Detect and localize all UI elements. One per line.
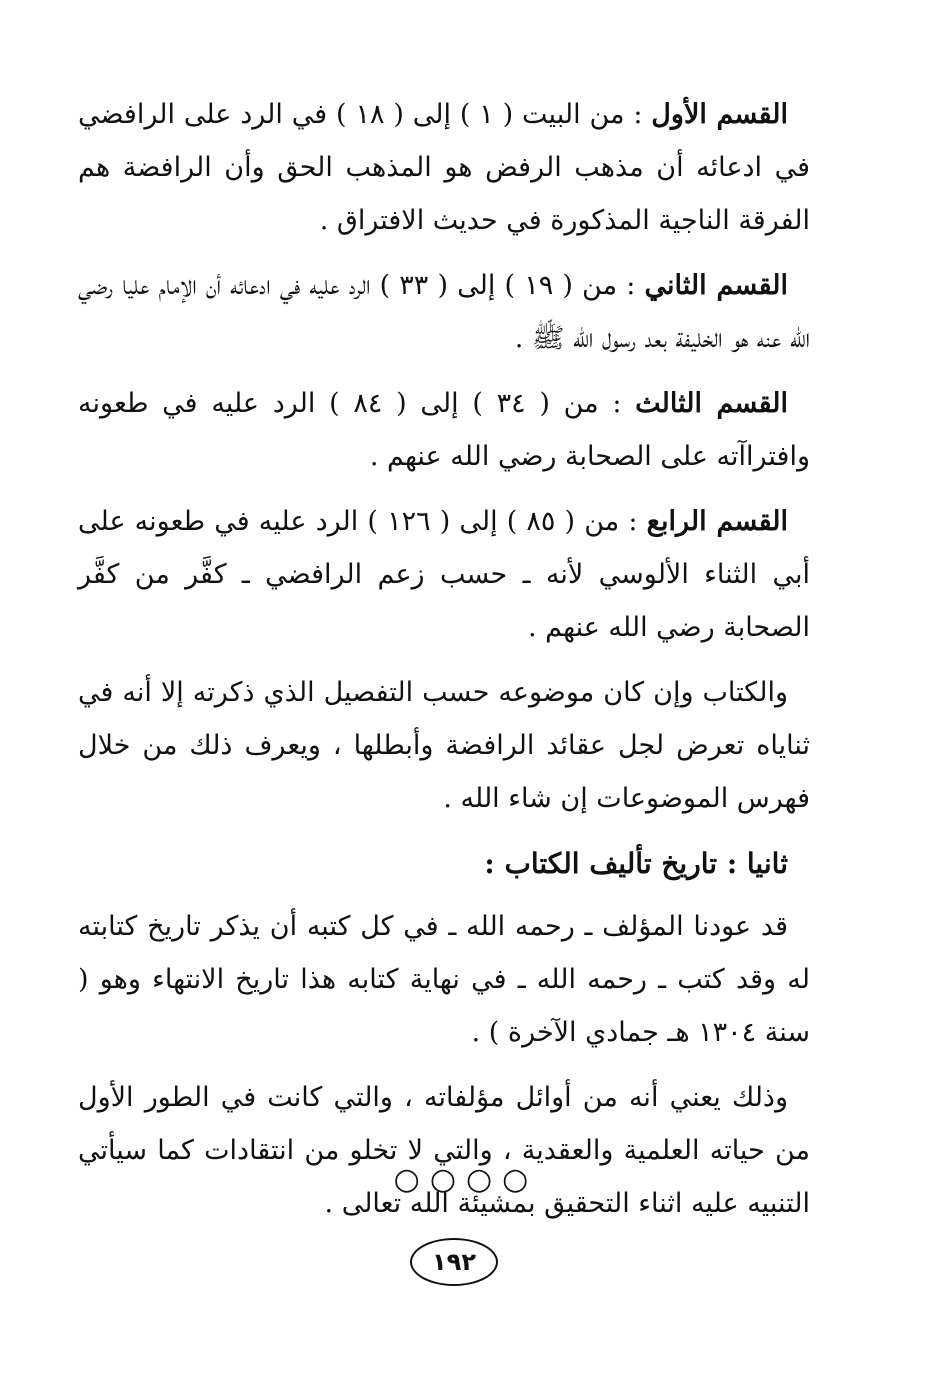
section-four [78, 495, 810, 654]
section-three-text: : من ( ٣٤ ) إلى ( ٨٤ ) الرد عليه في طعونه وافتراآته على الصحابة رضي الله عنهم . [78, 388, 810, 472]
section-one-label: القسم الأول [651, 99, 788, 130]
page-body [78, 88, 810, 1242]
paragraph-early-work: وذلك يعني أنه من أوائل مؤلفاته ، والتي كانت في الطور الأول من حياته العلمية والعقدية ، والتي لا تخلو من انتقادات كما سيأتي التنبيه عليه اثناء التحقيق بمشيئة الله تعالى . [78, 1082, 810, 1219]
section-four-label: القسم الرابع [646, 506, 788, 537]
section-four-text: : من ( ٨٥ ) إلى ( ١٢٦ ) الرد عليه في طعونه على أبي الثناء الألوسي لأنه ـ حسب زعم الرافضي ـ كفَّر من كفَّر الصحابة رضي الله عنهم . [78, 506, 810, 643]
section-three [78, 377, 810, 483]
section-one-text: : من البيت ( ١ ) إلى ( ١٨ ) في الرد على الرافضي في ادعائه أن مذهب الرفض هو المذهب الحق وأن الرافضة هم الفرقة الناجية المذكورة في حديث الافتراق . [78, 99, 810, 236]
section-one [78, 88, 810, 247]
page-number: ١٩٢ [410, 1238, 498, 1286]
section-two-label: القسم الثاني [644, 270, 788, 301]
section-three-label: القسم الثالث [635, 388, 788, 419]
section-two-text: : من ( ١٩ ) إلى ( ٣٣ ) الرد عليه في ادعائه أن الإمام عليا رضي الله عنه هو الخليفة بعد رسول الله ﷺ . [78, 270, 810, 354]
paragraph-book-topics: والكتاب وإن كان موضوعه حسب التفصيل الذي ذكرته إلا أنه في ثناياه تعرض لجل عقائد الرافضة وأبطلها ، ويعرف ذلك من خلال فهرس الموضوعات إن شاء الله . [78, 677, 810, 814]
paragraph-date: قد عودنا المؤلف ـ رحمه الله ـ في كل كتبه أن يذكر تاريخ كتابته له وقد كتب ـ رحمه الله ـ في نهاية كتابه هذا تاريخ الانتهاء وهو ( سنة ١٣٠٤ هـ جمادي الآخرة ) . [78, 911, 810, 1048]
section-two [78, 259, 810, 365]
section-end-ornament: ○○○○ [393, 1162, 539, 1197]
heading-authoring-date: ثانيا : تاريخ تأليف الكتاب : [484, 847, 788, 880]
